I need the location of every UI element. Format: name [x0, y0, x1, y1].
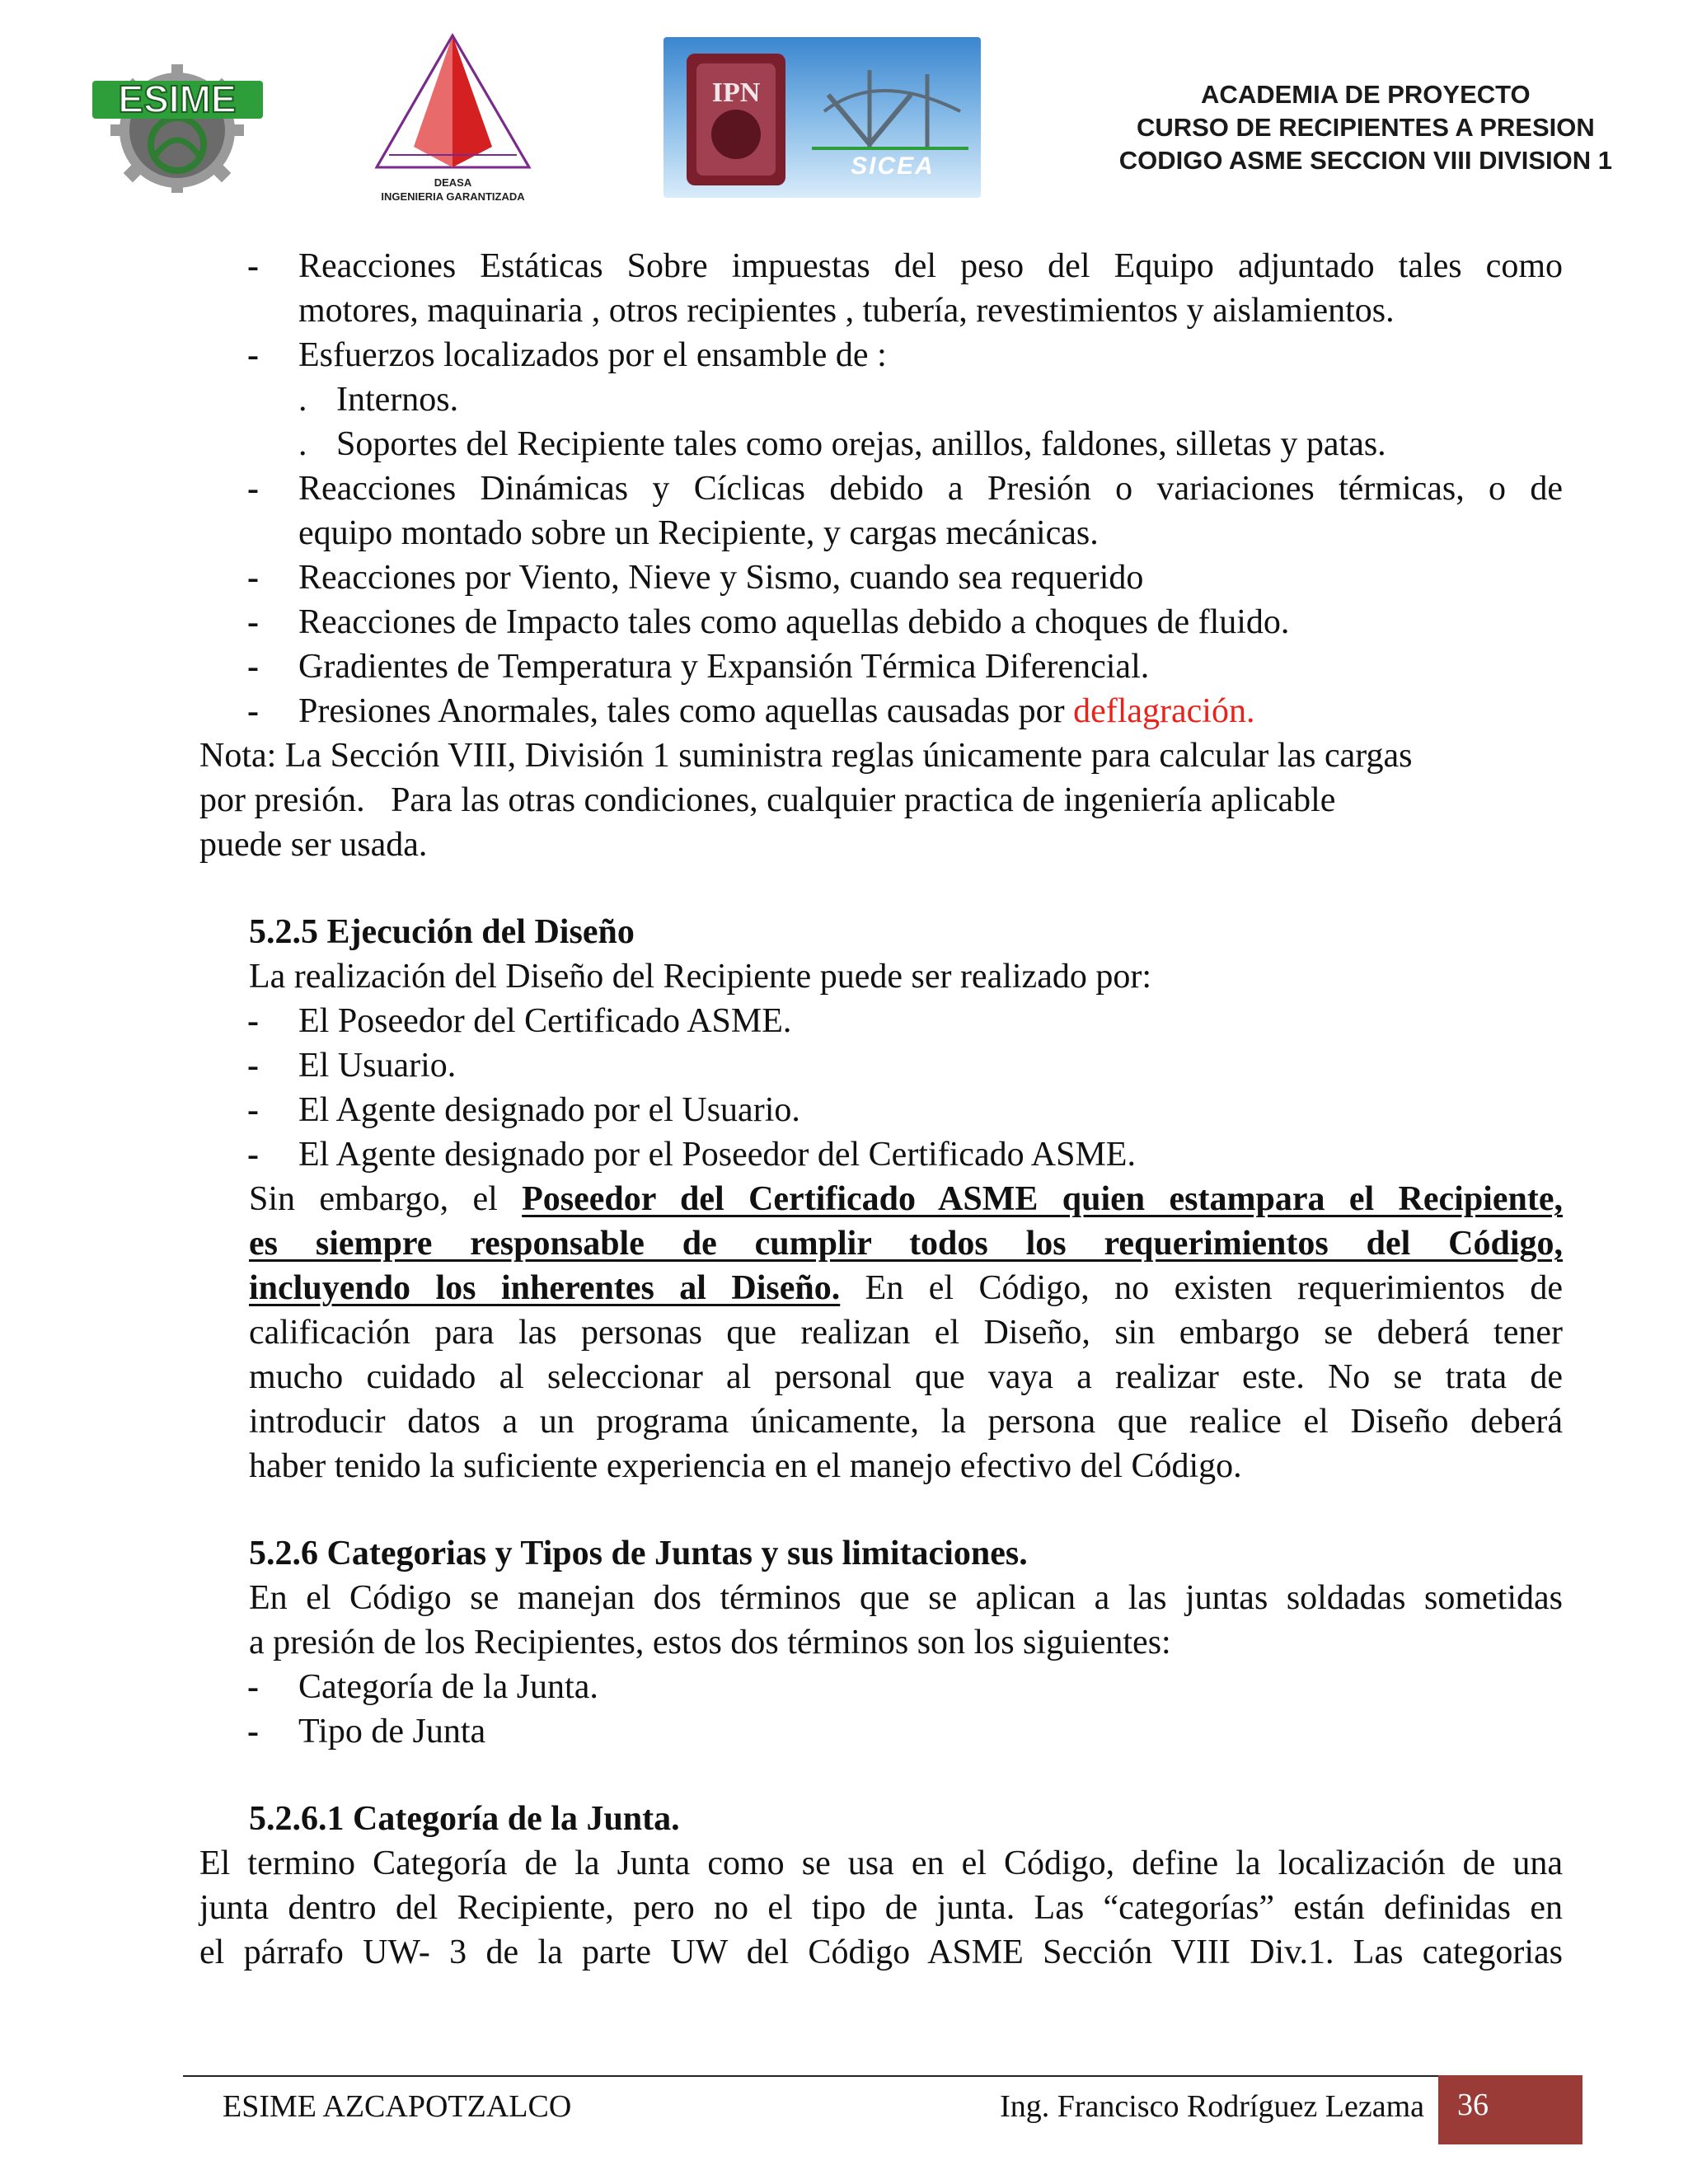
section-heading-5261: 5.2.6.1 Categoría de la Junta. [249, 1800, 680, 1838]
note-line-3: puede ser usada. [199, 826, 428, 864]
s5261-para-line-2: junta dentro del Recipiente, pero no el tipo de junta. Las “categorías” están definidas en [199, 1889, 1563, 1927]
sub-bullet-dot: . [298, 425, 307, 463]
bullet-dash: - [247, 1047, 259, 1085]
sub-bullet-dot: . [298, 381, 307, 419]
load-item-dynamic-cont: equipo montado sobre un Recipiente, y cargas mecánicas. [298, 514, 1099, 552]
section-heading-526: 5.2.6 Categorias y Tipos de Juntas y sus limitaciones. [249, 1535, 1028, 1572]
note-line-2: por presión. Para las otras condiciones, cualquier practica de ingeniería aplicable [199, 781, 1336, 819]
ipn-sicea-logo [663, 37, 981, 198]
load-item-abnormal [298, 689, 1254, 733]
s525-item: El Poseedor del Certificado ASME. [298, 1002, 792, 1040]
bullet-dash: - [247, 247, 259, 285]
abnormal-text: Presiones Anormales, tales como aquellas causadas por [298, 692, 1074, 730]
note-line-1: Nota: La Sección VIII, División 1 suministra reglas únicamente para calcular las cargas [199, 737, 1413, 775]
bullet-dash: - [247, 470, 259, 508]
s526-para-line-1: En el Código se manejan dos términos que se aplican a las juntas soldadas sometidas [249, 1579, 1563, 1617]
footer-rule [183, 2075, 1582, 2077]
svg-text:ESIME: ESIME [118, 77, 237, 120]
bullet-dash: - [247, 336, 259, 374]
load-item-static-cont: motores, maquinaria , otros recipientes , tubería, revestimientos y aislamientos. [298, 292, 1395, 330]
bullet-dash: - [247, 559, 259, 597]
load-item-dynamic: Reacciones Dinámicas y Cíclicas debido a Presión o variaciones térmicas, o de [298, 470, 1563, 508]
s525-para-line-2: es siempre responsable de cumplir todos los requerimientos del Código, [249, 1225, 1563, 1263]
s525-para-line-5: mucho cuidado al seleccionar al personal que vaya a realizar este. No se trata de [249, 1358, 1563, 1396]
load-item-impact: Reacciones de Impacto tales como aquellas debido a choques de fluido. [298, 603, 1290, 641]
s525-intro: La realización del Diseño del Recipiente puede ser realizado por: [249, 958, 1151, 996]
page-header [0, 0, 1688, 214]
load-item-static: Reacciones Estáticas Sobre impuestas del peso del Equipo adjuntado tales como [298, 247, 1563, 285]
s525-para-line-6: introducir datos a un programa únicamente, la persona que realice el Diseño deberá [249, 1403, 1563, 1441]
title-line-3: CODIGO ASME SECCION VIII DIVISION 1 [1118, 146, 1612, 175]
sicea-wordmark: SICEA [851, 152, 935, 180]
course-title-block [1119, 78, 1612, 177]
emphasis-underlined: Poseedor del Certificado ASME quien estampara el Recipiente, [522, 1180, 1563, 1218]
s525-para-line-4: calificación para las personas que realizan el Diseño, sin embargo se deberá tener [249, 1314, 1563, 1352]
bullet-dash: - [247, 1668, 259, 1706]
sub-item-internals: Internos. [336, 381, 459, 419]
s5261-para-line-1: El termino Categoría de la Junta como se usa en el Código, define la localización de una [199, 1844, 1563, 1882]
s5261-para-line-3: el párrafo UW- 3 de la parte UW del Código ASME Sección VIII Div.1. Las categorias [199, 1933, 1563, 1971]
esime-logo [89, 58, 266, 194]
pyramid-icon [356, 31, 550, 176]
s526-item: Categoría de la Junta. [298, 1668, 598, 1706]
para-text: Sin embargo, el [249, 1180, 523, 1218]
bullet-dash: - [247, 692, 259, 730]
title-line-1: ACADEMIA DE PROYECTO [1201, 80, 1531, 109]
svg-text:IPN: IPN [711, 77, 761, 108]
s525-para-line-7: haber tenido la suficiente experiencia en el manejo efectivo del Código. [249, 1447, 1242, 1485]
load-item-thermal: Gradientes de Temperatura y Expansión Térmica Diferencial. [298, 648, 1150, 686]
bullet-dash: - [247, 1136, 259, 1174]
s525-item: El Usuario. [298, 1047, 457, 1085]
bullet-dash: - [247, 603, 259, 641]
s526-para-line-2: a presión de los Recipientes, estos dos términos son los siguientes: [249, 1624, 1171, 1661]
load-item-wind: Reacciones por Viento, Nieve y Sismo, cuando sea requerido [298, 559, 1144, 597]
s526-item: Tipo de Junta [298, 1713, 486, 1750]
title-line-2: CURSO DE RECIPIENTES A PRESION [1136, 113, 1595, 142]
section-heading-525: 5.2.5 Ejecución del Diseño [249, 913, 635, 951]
footer-author: Ing. Francisco Rodríguez Lezama [1000, 2089, 1424, 2124]
deflagration-highlight: deflagración. [1073, 692, 1255, 730]
bullet-dash: - [247, 648, 259, 686]
emphasis-underlined: incluyendo los inherentes al Diseño. [249, 1269, 841, 1307]
s525-item: El Agente designado por el Poseedor del Certificado ASME. [298, 1136, 1136, 1174]
page-number: 36 [1457, 2088, 1489, 2122]
deasa-tagline: INGENIERIA GARANTIZADA [381, 190, 525, 203]
footer-school: ESIME AZCAPOTZALCO [223, 2089, 572, 2124]
para-text: En el Código, no existen requerimientos de [840, 1269, 1563, 1307]
s525-item: El Agente designado por el Usuario. [298, 1091, 800, 1129]
s525-para-line-1 [249, 1177, 1563, 1221]
deasa-name: DEASA [434, 176, 472, 189]
s525-para-line-3 [249, 1266, 1563, 1310]
sub-item-supports: Soportes del Recipiente tales como orejas, anillos, faldones, silletas y patas. [336, 425, 1386, 463]
bullet-dash: - [247, 1091, 259, 1129]
deasa-logo [356, 31, 550, 204]
load-item-localized: Esfuerzos localizados por el ensamble de : [298, 336, 887, 374]
bullet-dash: - [247, 1713, 259, 1750]
bullet-dash: - [247, 1002, 259, 1040]
